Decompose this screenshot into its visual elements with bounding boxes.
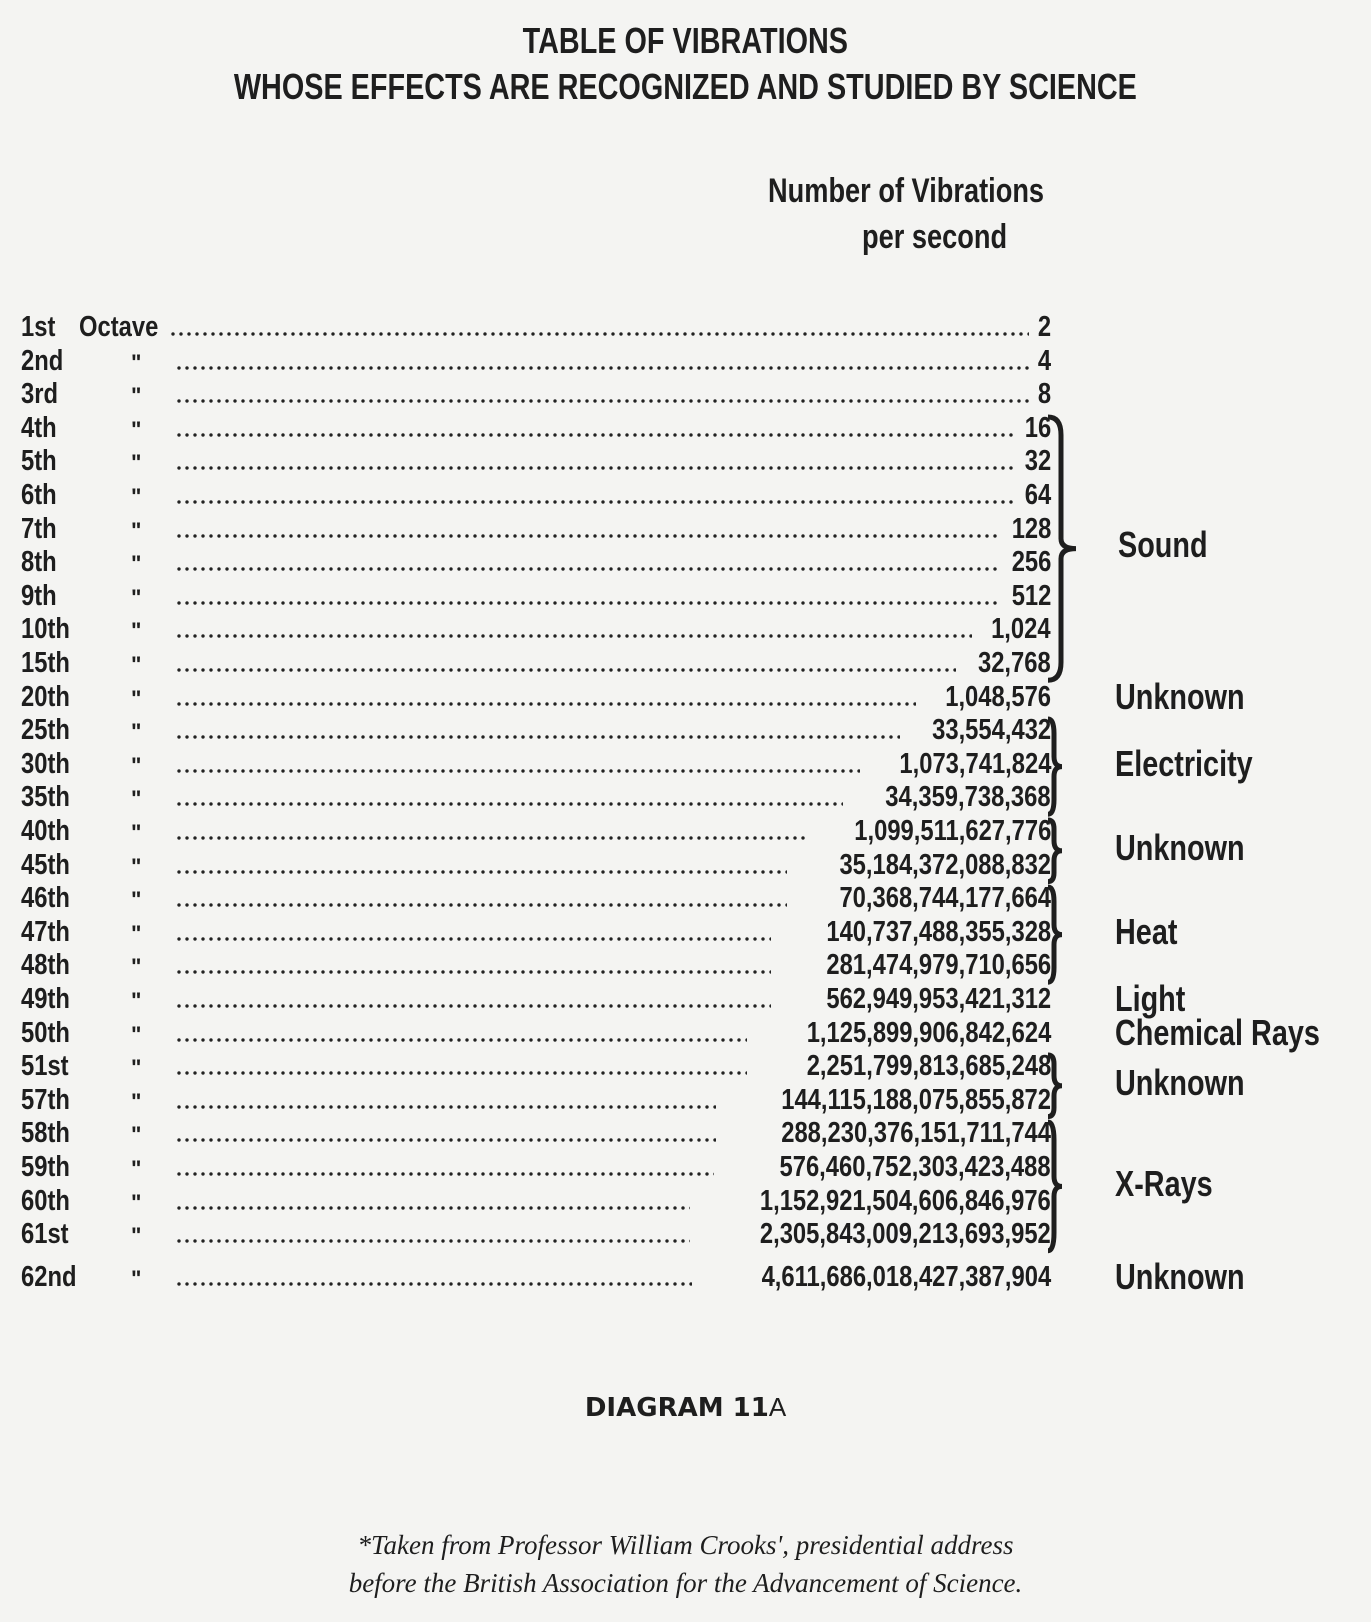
dot-leader (175, 432, 1013, 438)
octave-ordinal: 5th (21, 445, 57, 478)
dot-leader (175, 1171, 714, 1177)
dot-leader (175, 566, 997, 572)
ditto-mark: " (131, 1122, 142, 1148)
vibration-count: 1,099,511,627,776 (853, 815, 1051, 847)
dot-leader (175, 701, 916, 707)
ditto-mark: " (131, 1156, 142, 1181)
table-row (21, 1051, 1051, 1083)
ditto-mark: " (131, 618, 142, 644)
ditto-mark: " (131, 584, 142, 610)
dot-leader (175, 801, 843, 807)
table-row (21, 883, 1051, 915)
octave-ordinal: 49th (21, 983, 70, 1015)
dot-leader (175, 768, 860, 774)
ditto-mark: " (131, 820, 142, 845)
curly-brace (1046, 415, 1086, 682)
dot-leader (175, 969, 771, 975)
table-row (21, 346, 1051, 378)
octave-ordinal: 20th (21, 680, 70, 713)
ditto-mark: " (131, 1021, 142, 1047)
ditto-mark: " (131, 887, 142, 913)
dot-leader (169, 331, 1029, 337)
octave-ordinal: 62nd (21, 1261, 77, 1293)
octave-ordinal: 46th (21, 882, 70, 915)
vibration-count: 140,737,488,355,328 (826, 915, 1051, 948)
ditto-mark: " (131, 551, 142, 577)
ditto-mark: " (131, 484, 142, 509)
dot-leader (175, 869, 787, 875)
vibration-count: 1,125,899,906,842,624 (806, 1016, 1051, 1049)
dot-leader (175, 1281, 692, 1287)
octave-ordinal: 15th (21, 647, 70, 679)
vibration-count: 1,073,741,824 (898, 747, 1051, 780)
ditto-mark: " (131, 383, 142, 409)
table-row (21, 547, 1051, 579)
vibration-count: 4,611,686,018,427,387,904 (761, 1261, 1051, 1293)
table-row (21, 446, 1051, 478)
dot-leader (175, 465, 1013, 471)
vibration-count: 256 (1011, 546, 1051, 579)
table-row (21, 1262, 1051, 1294)
vibration-count: 562,949,953,421,312 (826, 983, 1051, 1015)
curly-brace (1046, 885, 1086, 984)
octave-ordinal: 7th (21, 512, 57, 545)
vibration-count: 2 (1037, 311, 1051, 343)
table-row (21, 715, 1051, 747)
footnote-line-2: before the British Association for the Advancement of Science. (348, 1568, 1023, 1598)
column-header-line-2: per second (862, 218, 1008, 256)
vibration-count: 2,305,843,009,213,693,952 (760, 1218, 1051, 1251)
table-row (21, 514, 1051, 546)
dot-leader (175, 902, 787, 908)
octave-word: Octave (79, 311, 159, 343)
column-header-line-1: Number of Vibrations (768, 172, 1045, 210)
vibration-count: 32 (1024, 445, 1051, 478)
ditto-mark: " (131, 752, 142, 778)
title-line-1: TABLE OF VIBRATIONS (522, 20, 849, 61)
ditto-mark: " (131, 1223, 142, 1249)
octave-ordinal: 40th (21, 815, 70, 847)
table-row (21, 1152, 1051, 1184)
category-label: Sound (1118, 524, 1208, 566)
ditto-mark: " (131, 652, 142, 677)
octave-ordinal: 48th (21, 949, 70, 982)
table-row (21, 816, 1051, 848)
octave-ordinal: 45th (21, 848, 70, 881)
table-row (21, 379, 1051, 411)
table-row (21, 749, 1051, 781)
ditto-mark: " (131, 988, 142, 1013)
dot-leader (175, 1104, 716, 1110)
table-row (21, 1219, 1051, 1251)
table-row (21, 917, 1051, 949)
dot-leader (175, 1003, 771, 1009)
dot-leader (175, 936, 771, 942)
curly-brace (1046, 1053, 1086, 1119)
diagram-label: DIAGRAM 11A (584, 1392, 787, 1423)
table-row (21, 782, 1051, 814)
vibration-count: 4 (1037, 344, 1051, 377)
footnote-line-1: *Taken from Professor William Crooks', presidential address (357, 1530, 1014, 1560)
curly-brace (1046, 818, 1086, 884)
vibration-count: 144,115,188,075,855,872 (781, 1083, 1051, 1116)
table-row (21, 480, 1051, 512)
ditto-mark: " (131, 1266, 142, 1291)
vibration-count: 2,251,799,813,685,248 (806, 1050, 1051, 1083)
dot-leader (175, 1205, 690, 1211)
vibration-count: 35,184,372,088,832 (839, 848, 1051, 881)
category-label: Unknown (1115, 1062, 1245, 1103)
dot-leader (175, 1070, 747, 1076)
octave-ordinal: 3rd (21, 378, 59, 411)
vibration-count: 34,359,738,368 (885, 781, 1051, 814)
table-row (21, 1085, 1051, 1117)
ditto-mark: " (131, 685, 142, 711)
ditto-mark: " (131, 920, 142, 946)
ditto-mark: " (131, 786, 142, 812)
category-label: Unknown (1115, 826, 1245, 868)
octave-ordinal: 58th (21, 1117, 70, 1150)
table-row (21, 950, 1051, 982)
vibration-count: 1,024 (991, 613, 1051, 646)
octave-ordinal: 9th (21, 579, 57, 612)
dot-leader (175, 499, 1013, 505)
table-row (21, 1186, 1051, 1218)
octave-ordinal: 10th (21, 613, 70, 646)
dot-leader (175, 1238, 690, 1244)
ditto-mark: " (131, 349, 142, 375)
table-row (21, 850, 1051, 882)
table-row (21, 312, 1051, 344)
octave-ordinal: 59th (21, 1151, 70, 1183)
table-row (21, 413, 1051, 445)
ditto-mark: " (131, 517, 142, 543)
octave-ordinal: 30th (21, 747, 70, 780)
octave-ordinal: 8th (21, 546, 57, 579)
table-row (21, 1018, 1051, 1050)
octave-ordinal: 47th (21, 915, 70, 948)
octave-ordinal: 4th (21, 411, 57, 444)
octave-ordinal: 60th (21, 1184, 70, 1217)
ditto-mark: " (131, 450, 142, 476)
vibration-count: 281,474,979,710,656 (826, 949, 1051, 982)
table-row (21, 614, 1051, 646)
table-row (21, 648, 1051, 680)
vibration-count: 8 (1037, 378, 1051, 411)
octave-ordinal: 35th (21, 781, 70, 814)
table-row (21, 1118, 1051, 1150)
curly-brace (1046, 1120, 1086, 1253)
vibration-count: 16 (1024, 411, 1051, 444)
dot-leader (175, 1037, 747, 1043)
category-label: Unknown (1115, 675, 1245, 717)
category-label: Chemical Rays (1115, 1011, 1320, 1053)
dot-leader (175, 633, 972, 639)
curly-brace (1046, 717, 1086, 816)
category-label: Heat (1115, 910, 1178, 952)
ditto-mark: " (131, 954, 142, 980)
dot-leader (175, 600, 997, 606)
ditto-mark: " (131, 1088, 142, 1114)
octave-ordinal: 57th (21, 1083, 70, 1116)
vibration-count: 288,230,376,151,711,744 (781, 1117, 1051, 1150)
vibration-count: 512 (1011, 579, 1051, 612)
category-label: X-Rays (1115, 1162, 1213, 1204)
table-row (21, 581, 1051, 613)
ditto-mark: " (131, 1055, 142, 1081)
dot-leader (175, 734, 900, 740)
dot-leader (175, 533, 997, 539)
octave-ordinal: 2nd (21, 344, 64, 377)
dot-leader (175, 667, 956, 673)
octave-ordinal: 61st (21, 1218, 69, 1251)
category-label: Electricity (1115, 742, 1253, 784)
vibration-count: 1,048,576 (945, 680, 1051, 713)
octave-ordinal: 50th (21, 1016, 70, 1049)
ditto-mark: " (131, 719, 142, 745)
octave-ordinal: 51st (21, 1050, 69, 1083)
vibration-count: 33,554,432 (931, 714, 1051, 747)
vibration-count: 1,152,921,504,606,846,976 (760, 1184, 1051, 1217)
ditto-mark: " (131, 416, 142, 442)
vibration-count: 576,460,752,303,423,488 (779, 1151, 1051, 1183)
vibration-count: 70,368,744,177,664 (839, 882, 1051, 915)
category-label: Unknown (1115, 1256, 1245, 1297)
title-line-2: WHOSE EFFECTS ARE RECOGNIZED AND STUDIED BY SCIENCE (233, 66, 1137, 107)
ditto-mark: " (131, 1189, 142, 1215)
dot-leader (175, 1137, 716, 1143)
octave-ordinal: 6th (21, 479, 57, 511)
table-row (21, 984, 1051, 1016)
vibration-count: 64 (1024, 479, 1051, 511)
vibration-count: 128 (1011, 512, 1051, 545)
octave-ordinal: 1st (21, 311, 56, 343)
vibration-count: 32,768 (978, 647, 1051, 679)
category-label: Light (1115, 978, 1186, 1019)
ditto-mark: " (131, 853, 142, 879)
dot-leader (175, 365, 1029, 371)
table-row (21, 682, 1051, 714)
dot-leader (175, 398, 1029, 404)
octave-ordinal: 25th (21, 714, 70, 747)
dot-leader (175, 835, 805, 841)
